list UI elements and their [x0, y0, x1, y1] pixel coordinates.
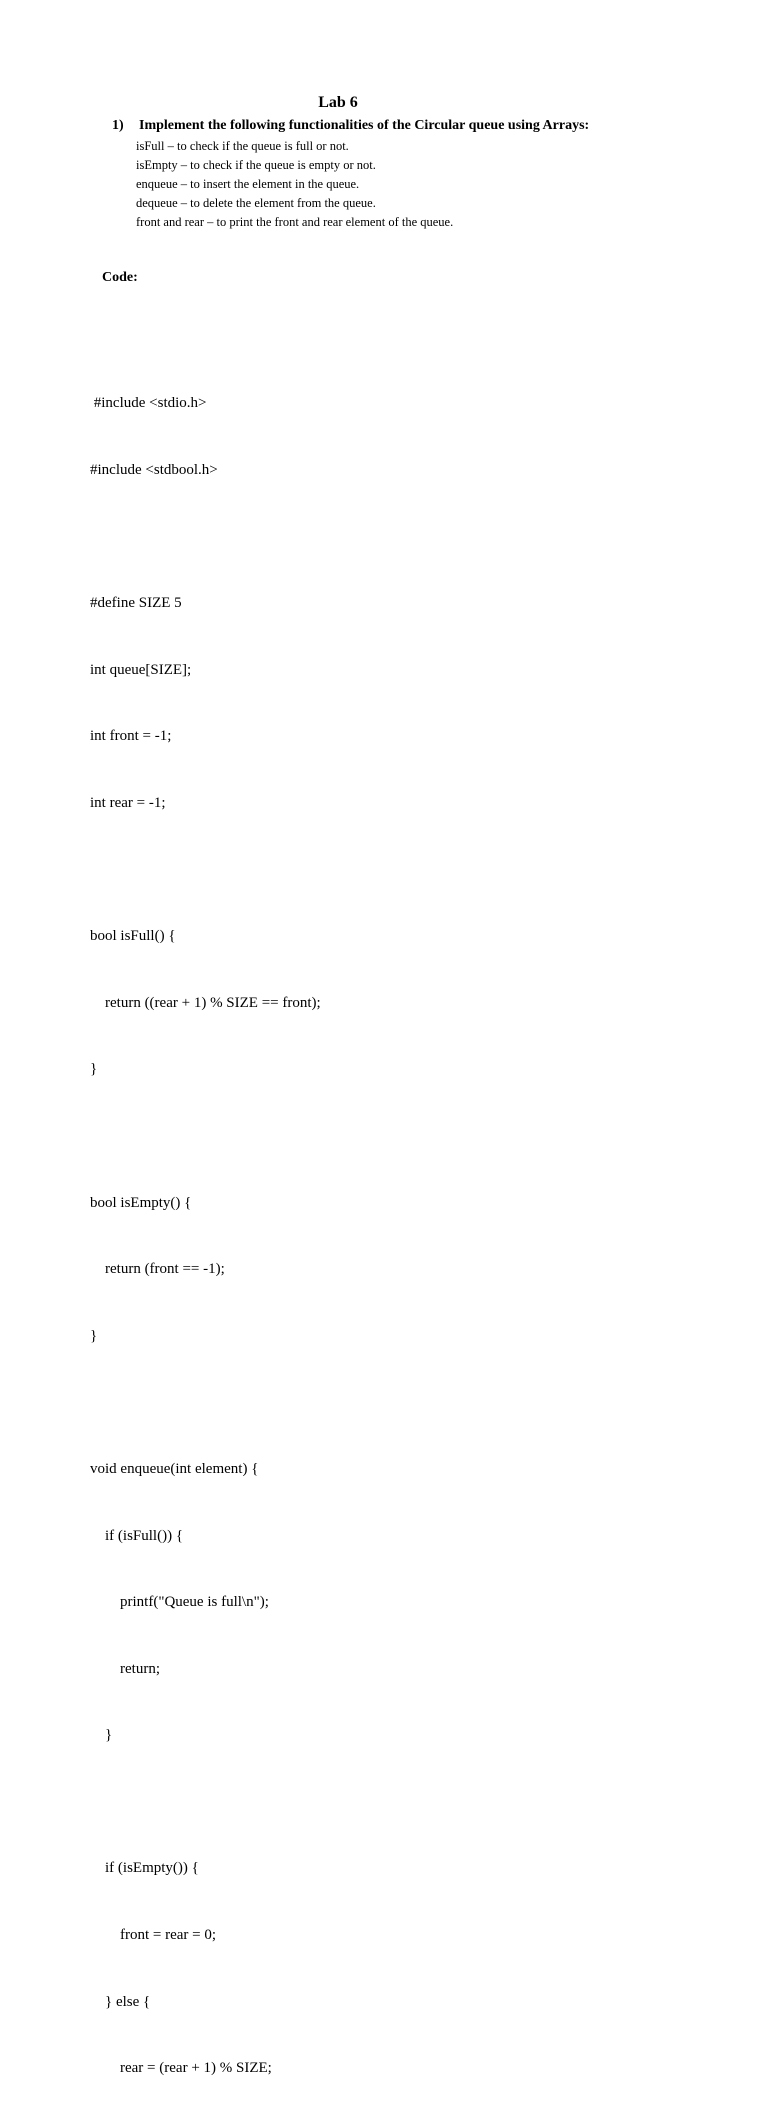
- code-line: int front = -1;: [90, 728, 172, 745]
- page-title: Lab 6: [318, 94, 358, 111]
- code-line: [90, 859, 321, 881]
- code-block: [90, 348, 321, 2124]
- function-list: [136, 137, 453, 232]
- question-text: Implement the following functionalities of the Circular queue using Arrays:: [139, 118, 590, 133]
- code-line: [90, 1125, 321, 1147]
- function-item: enqueue – to insert the element in the queue.: [136, 177, 360, 191]
- code-line: }: [90, 1727, 113, 1744]
- code-line: bool isEmpty() {: [90, 1194, 192, 1211]
- code-line: [90, 1391, 321, 1413]
- code-line: rear = (rear + 1) % SIZE;: [90, 2060, 272, 2077]
- code-line: #include <stdbool.h>: [90, 462, 218, 478]
- function-item: isEmpty – to check if the queue is empty or not.: [136, 158, 376, 172]
- code-line: return;: [90, 1660, 160, 1677]
- code-line: } else {: [90, 1993, 151, 2010]
- code-line: int queue[SIZE];: [90, 661, 192, 678]
- function-item: front and rear – to print the front and rear element of the queue.: [136, 215, 454, 229]
- code-line: printf("Queue is full\n");: [90, 1594, 269, 1611]
- code-line: [90, 1791, 321, 1813]
- code-line: front = rear = 0;: [90, 1927, 217, 1944]
- code-line: bool isFull() {: [90, 928, 176, 945]
- code-line: }: [90, 1327, 98, 1344]
- code-line: return (front == -1);: [90, 1261, 225, 1278]
- code-line: #include <stdio.h>: [90, 395, 207, 412]
- code-line: void enqueue(int element) {: [90, 1460, 259, 1477]
- code-line: }: [90, 1061, 98, 1078]
- question-number: 1): [112, 118, 124, 133]
- function-item: isFull – to check if the queue is full or not.: [136, 139, 349, 153]
- code-line: if (isEmpty()) {: [90, 1860, 199, 1877]
- code-label: Code:: [102, 270, 138, 285]
- function-item: dequeue – to delete the element from the queue.: [136, 196, 376, 210]
- code-line: if (isFull()) {: [90, 1527, 184, 1544]
- code-line: #define SIZE 5: [90, 595, 182, 612]
- question-heading: [112, 118, 589, 134]
- code-line: int rear = -1;: [90, 794, 166, 811]
- code-line: return ((rear + 1) % SIZE == front);: [90, 994, 321, 1011]
- code-line: [90, 526, 321, 548]
